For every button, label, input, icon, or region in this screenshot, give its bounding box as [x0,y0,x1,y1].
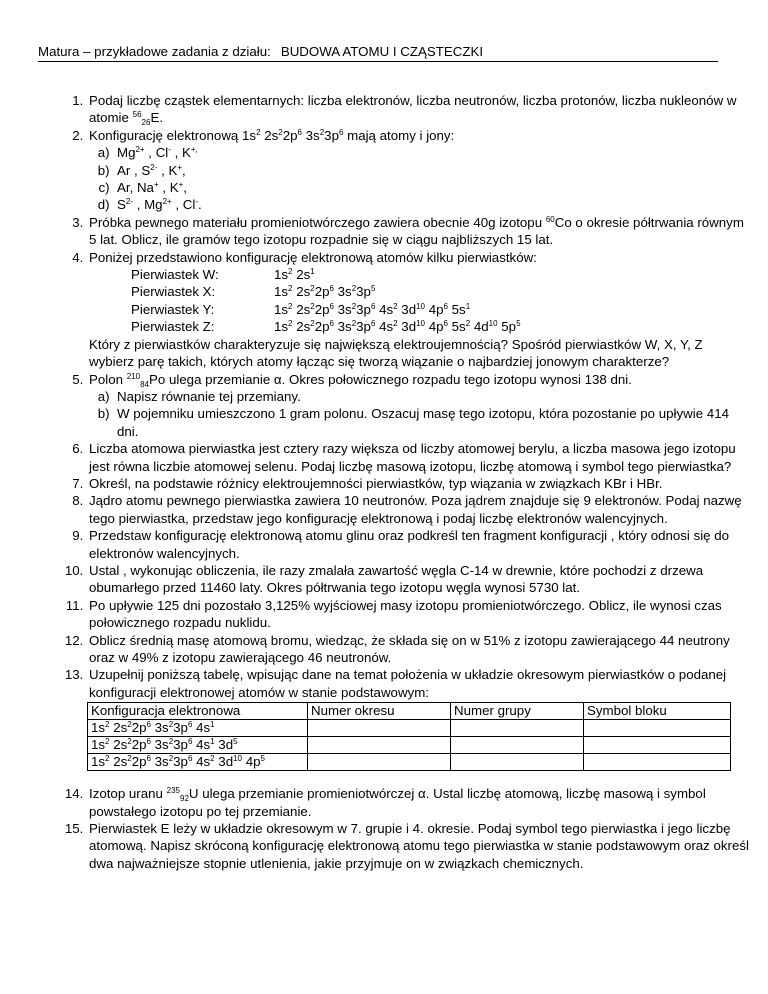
t13-header-row [88,703,731,720]
table-row [88,720,731,737]
t2-option-c: c. Ar, Na+ , K+, [117,179,751,196]
t4-row-w: Pierwiastek W: $1s^2$ $2s^1$ [131,267,315,283]
task-12: 12. Oblicz średnią masę atomową bromu, wiedząc, że składa się on w 51% z izotopu zawierającego 44 neutrony oraz w 49% z izotopu zawierającego 46 neutronów. [87,632,751,667]
t2-option-a: a. $Mg^{2+}$ , Cl- , K+, [117,144,751,161]
period-cell[interactable] [308,720,451,737]
period-cell[interactable] [308,754,451,771]
task-5: 5. Polon $^{210}_{84}$Po ulega przemianie α. Okres połowicznego rozpadu tego izotopu wynosi 138 dni. a. Napisz równanie tej przemiany. b. W pojemniku umieszczono 1 gram polonu. Oszacuj masę tego izotopu, która pozostanie po upływie 414 dni. [87,371,751,441]
col-header-block: Symbol bloku [584,703,731,720]
task-9: 9. Przedstaw konfigurację elektronową atomu glinu oraz podkreśl ten fragment konfiguracji , który odnosi się do elektronów walencyjnych. [87,527,751,562]
header-prefix: Matura – przykładowe zadania z działu: [38,44,271,59]
task-11: 11. Po upływie 125 dni pozostało 3,125% wyjściowej masy izotopu promieniotwórczego. Oblicz, ile wynosi czas połowicznego rozpadu nuklidu. [87,597,751,632]
col-header-config: Konfiguracja elektronowa [88,703,308,720]
block-cell[interactable] [584,754,731,771]
task-2: 2. Konfigurację elektronową $1s^2$ $2s^22p^6$ $3s^23p^6$ mają atomy i jony: a. $Mg^{2+}$ , Cl- , K+, b. Ar , $S^{2-}$ , K+, c. Ar, Na+ , K+, d. $S^{2-}$ , $Mg^{2+}$ , Cl-. [87,127,751,214]
header-topic: BUDOWA ATOMU I CZĄSTECZKI [280,44,484,59]
t13-table [87,702,731,771]
task-13: 13. Uzupełnij poniższą tabelę, wpisując dane na temat położenia w układzie okresowym pierwiastków o podanej konfiguracji elektronowej atomów w stanie podstawowym: Konfiguracja elektronowa Numer okresu Numer grupy Symbol bloku $1s^2$ $2s^22p^6$ $3s^23p^6$ $4s^1$ $1s^2$ $2s^22p^6$ $3s^23p^6$ $4s^1$ $3d^5$ $1s^2$ $2s^22p^6$ $3s^23p^6$ $4s^2$ $3d^{10}$ $4p^5$ [87,666,751,771]
config-cell: $1s^2$ $2s^22p^6$ $3s^23p^6$ $4s^1$ $3d^5$ [88,737,308,754]
period-cell[interactable] [308,737,451,754]
t5-subtasks [89,388,751,440]
page-header [38,44,718,62]
group-cell[interactable] [451,754,584,771]
task-14: 14. Izotop uranu $^{235}_{92}$U ulega przemianie promieniotwórczej α. Ustal liczbę atomową, liczbę masową i symbol powstałego izotopu po tej przemianie. [87,785,751,820]
task-3: 3. Próbka pewnego materiału promieniotwórczego zawiera obecnie 40g izotopu $^{60}$Co o okresie półtrwania równym 5 lat. Oblicz, ile gramów tego izotopu rozpadnie się w ciągu najbliższych 15 lat. [87,214,751,249]
task-7: 7. Określ, na podstawie różnicy elektroujemności pierwiastków, typ wiązania w związkach KBr i HBr. [87,475,751,492]
block-cell[interactable] [584,720,731,737]
t4-row-y: Pierwiastek Y: $1s^2$ $2s^22p^6$ $3s^23p^6$ $4s^2$ $3d^{10}$ $4p^6$ $5s^1$ [131,301,471,317]
t2-options [89,144,751,214]
group-cell[interactable] [451,720,584,737]
task-1: 1. Podaj liczbę cząstek elementarnych: liczba elektronów, liczba neutronów, liczba protonów, liczba nukleonów w atomie $^{56}_{26}$E. [87,92,751,127]
config-cell: $1s^2$ $2s^22p^6$ $3s^23p^6$ $4s^1$ [88,720,308,737]
table-row [88,754,731,771]
task-6: 6. Liczba atomowa pierwiastka jest cztery razy większa od liczby atomowej berylu, a liczba masowa jego izotopu jest równa liczbie atomowej selenu. Podaj liczbę masową izotopu, liczbę atomową i symbol tego pierwiastka? [87,440,751,475]
t4-question: Który z pierwiastków charakteryzuje się największą elektroujemnością? Spośród pierwiastków W, X, Y, Z wybierz parę takich, których atomy łącząc się tworzą wiązanie o najbardziej jonowym charakterze? [89,336,703,370]
t2-option-d: d. $S^{2-}$ , $Mg^{2+}$ , Cl-. [117,196,751,213]
task-4: 4. Poniżej przedstawiono konfigurację elektronową atomów kilku pierwiastków: Pierwiastek W: $1s^2$ $2s^1$ Pierwiastek X: $1s^2$ $2s^22p^6$ $3s^23p^5$ Pierwiastek Y: $1s^2$ $2s^22p^6$ $3s^23p^6$ $4s^2$ $3d^{10}$ $4p^6$ $5s^1$ Pierwiastek Z: $1s^2$ $2s^22p^6$ $3s^23p^6$ $4s^2$ $3d^{10}$ $4p^6$ $5s^2$ $4d^{10}$ $5p^5$ Który z pierwiastków charakteryzuje się największą elektroujemnością? Spośród pierwiastków W, X, Y, Z wybierz parę takich, których atomy łącząc się tworzą wiązanie o najbardziej jonowym charakterze? [87,249,751,371]
block-cell[interactable] [584,737,731,754]
t4-row-z: Pierwiastek Z: $1s^2$ $2s^22p^6$ $3s^23p^6$ $4s^2$ $3d^{10}$ $4p^6$ $5s^2$ $4d^{10}$ $5p^5$ [131,319,521,335]
task-15: 15. Pierwiastek E leży w układzie okresowym w 7. grupie i 4. okresie. Podaj symbol tego pierwiastka i jego liczbę atomową. Napisz skróconą konfigurację elektronową atomu tego pierwiastka w stanie podstawowym oraz określ dwa najważniejsze stopnie utlenienia, jakie przyjmuje on w związkach chemicznych. [87,820,751,872]
table-row [88,737,731,754]
t5-subtask-a: a. Napisz równanie tej przemiany. [117,388,751,405]
task-list [62,92,751,872]
t5-subtask-b: b. W pojemniku umieszczono 1 gram polonu. Oszacuj masę tego izotopu, która pozostanie po upływie 414 dni. [117,405,751,440]
t4-row-x: Pierwiastek X: $1s^2$ $2s^22p^6$ $3s^23p^5$ [131,284,376,300]
t2-option-b: b. Ar , $S^{2-}$ , K+, [117,162,751,179]
col-header-group: Numer grupy [451,703,584,720]
task-8: 8. Jądro atomu pewnego pierwiastka zawiera 10 neutronów. Poza jądrem znajduje się 9 elektronów. Podaj nazwę tego pierwiastka, przedstaw jego konfigurację elektronową i podaj liczbę elektronów walencyjnych. [87,492,751,527]
config-cell: $1s^2$ $2s^22p^6$ $3s^23p^6$ $4s^2$ $3d^{10}$ $4p^5$ [88,754,308,771]
t2-config: $1s^2$ $2s^22p^6$ $3s^23p^6$ [242,127,344,143]
task-10: 10. Ustal , wykonując obliczenia, ile razy zmalała zawartość węgla C-14 w drewnie, które pochodzi z drzewa obumarłego przed 11460 laty. Okres półtrwania tego izotopu węgla wynosi 5730 lat. [87,562,751,597]
col-header-period: Numer okresu [308,703,451,720]
group-cell[interactable] [451,737,584,754]
